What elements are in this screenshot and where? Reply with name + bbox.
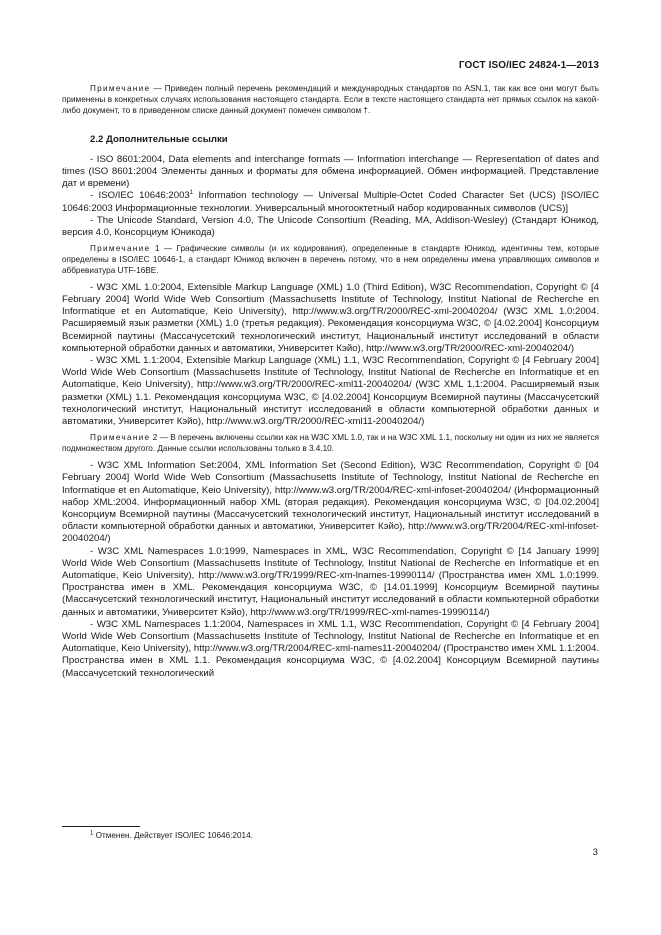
section-heading: 2.2 Дополнительные ссылки bbox=[90, 133, 228, 145]
reference-text: Information technology — Universal Multiple-Octet Coded Character Set (UCS) [ISO/IEC 10646:2003 Информационные технологии. Универсальный многооктетный набор кодированных символов (UCS)] bbox=[62, 190, 599, 214]
note-2 bbox=[62, 433, 599, 455]
note-text: — Приведен полный перечень рекомендаций и международных стандартов по ASN.1, так как все они могут быть применены в конкретных случаях использования настоящего стандарта. Если в тексте настоящего стандарта нет прямых ссылок на какой-либо документ, то в приведенном списке данный документ помечен символом †. bbox=[62, 84, 599, 115]
footnote bbox=[90, 831, 253, 840]
note-intro bbox=[62, 84, 599, 117]
footnote-marker: 1 bbox=[189, 190, 194, 197]
reference-item: - W3C XML 1.1:2004, Extensible Markup Language (XML) 1.1, W3C Recommendation, Copyright © [4 February 2004] World Wide Web Consortium (Massachusetts Institute of Technology, Institut National de Recherche en Informatique et en Automatique, Keio University), http://www.w3.org/TR/2000/REC-xml11-20040204/ (W3C XML 1.1:2004. Расширяемый язык разметки (XML) 1.1. Рекомендация консорциума W3C, © [4.02.2004] Консорциум Всемирной паутины (Массачусетский технологический институт, Национальный институт исследований в области компьютерной обработки данных и автоматики, Университет Кэйо), http://www.w3.org/TR/2000/REC-xml11-20040204/) bbox=[62, 355, 599, 428]
note-label: Примечание bbox=[90, 244, 151, 254]
footnote-number: 1 bbox=[90, 830, 94, 837]
reference-text: - ISO/IEC 10646:2003 bbox=[90, 190, 190, 202]
reference-item: - W3C XML Namespaces 1.0:1999, Namespaces in XML, W3C Recommendation, Copyright © [14 January 1999] World Wide Web Consortium (Massachusetts Institute of Technology, Institut National de Recherche en Informatique et en Automatique, Keio University), http://www.w3.org/TR/1999/REC-xm-lnames-19990114/ (Пространства имен XML 1.0:1999. Пространства имен в XML. Рекомендация консорциума W3C, © [14.01.1999] Консорциум Всемирной паутины (Массачусетский технологический институт, Национальный институт исследований в области компьютерной обработки данных и автоматики, Университет Кэйо), http://www.w3.org/TR/1999/REC-xml-names-19990114/) bbox=[62, 545, 599, 618]
note-text: 2 — В перечень включены ссылки как на W3C XML 1.0, так и на W3C XML 1.1, поскольку ни один из них не является подмножеством другого. Данные ссылки использованы только в 3.4.10. bbox=[62, 433, 599, 454]
page-content bbox=[62, 84, 599, 680]
note-text: 1 — Графические символы (и их кодирования), определенные в стандарте Юникод, идентичны тем, которые определены в ISO/IEC 10646-1, а стандарт Юникод включен в перечень потому, что в нем определены имена управляющих символов и аббревиатура UTF-16BE. bbox=[62, 244, 599, 275]
reference-item: - W3C XML Namespaces 1.1:2004, Namespaces in XML 1.1, W3C Recommendation, Copyright © [4 February 2004] World Wide Web Consortium (Massachusetts Institute of Technology, Institut National de Recherche en Informatique et en Automatique, Keio University), http://www.w3.org/TR/2004/REC-xml-names11-20040204/ (Пространство имен XML 1.1:2004. Пространства имен в XML 1.1. Рекомендация консорциума W3C, © [4.02.2004] Консорциум Всемирной паутины (Массачусетский технологический bbox=[62, 618, 599, 679]
document-id-header: ГОСТ ISO/IEC 24824-1—2013 bbox=[458, 60, 599, 71]
reference-item: - ISO 8601:2004, Data elements and interchange formats — Information interchange — Representation of dates and times (ISO 8601:2004 Элементы данных и форматы для обмена информацией. Обмен информацией. Представление дат и времени) bbox=[62, 153, 599, 190]
note-1 bbox=[62, 244, 599, 277]
footnote-divider bbox=[62, 826, 140, 827]
reference-item: - The Unicode Standard, Version 4.0, The Unicode Consortium (Reading, MA, Addison-Wesley) (Стандарт Юникод, версия 4.0, Консорциум Юникода) bbox=[62, 214, 599, 238]
reference-item-iso10646 bbox=[62, 190, 599, 214]
page-number: 3 bbox=[592, 847, 598, 858]
reference-item: - W3C XML 1.0:2004, Extensible Markup Language (XML) 1.0 (Third Edition), W3C Recommendation, Copyright © [4 February 2004] World Wide Web Consortium (Massachusetts Institute of Technology, Institut National de Recherche en Informatique et en Automatique, Keio University), http://www.w3.org/TR/2000/REC-xml-20040204/ (W3C XML 1.0:2004. Расширяемый язык разметки (XML) 1.0 (третья редакция). Рекомендация консорциума W3C, © [4.02.2004] Консорциум Всемирной паутины (Массачусетский технологический институт, Национальный институт исследований в области компьютерной обработки данных и автоматики, Университет Кэйо), http://www.w3.org/TR/2000/REC-xml-20040204/) bbox=[62, 281, 599, 354]
note-label: Примечание bbox=[90, 84, 151, 93]
footnote-text: Отменен. Действует ISO/IEC 10646:2014. bbox=[93, 831, 253, 840]
note-label: Примечание bbox=[90, 433, 151, 443]
reference-item: - W3C XML Information Set:2004, XML Information Set (Second Edition), W3C Recommendation, Copyright © [04 February 2004] World Wide Web Consortium (Massachusetts Institute of Technology, Institut National de Recherche en Informatique et en Automatique, Keio University), http://www.w3.org/TR/2004/REC-xml-infoset-20040204/ (Информационный набор XML:2004. Информационный набор XML (вторая редакция). Рекомендация консорциума W3C, © [04.02.2004] Консорциум Всемирной паутины (Массачусетский технологический институт, Национальный институт исследований в области компьютерной обработки данных и автоматики, Университет Кэйо), http://www.w3.org/TR/2004/REC-xml-infoset-20040204/) bbox=[62, 460, 599, 545]
